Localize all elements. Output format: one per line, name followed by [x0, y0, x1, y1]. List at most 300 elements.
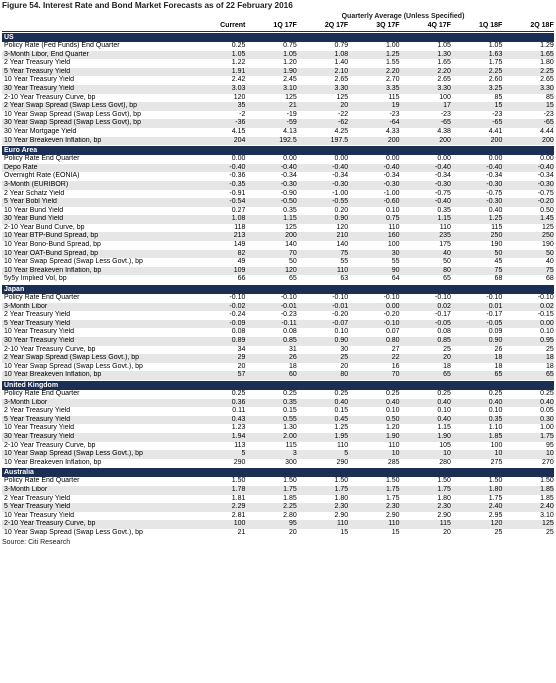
quarterly-header	[2, 12, 554, 21]
table-cell: 0.00	[385, 155, 400, 163]
table-cell: 280	[439, 458, 451, 466]
table-cell: 0.25	[334, 389, 349, 397]
table-cell: -0.01	[332, 302, 349, 310]
table-cell: 70	[288, 249, 297, 257]
table-cell: -0.07	[332, 319, 349, 327]
table-cell: -0.90	[280, 189, 297, 197]
table-cell: 110	[388, 520, 400, 528]
row-label: 30 Year Treasury Yield	[4, 432, 75, 440]
table-cell: 115	[285, 441, 297, 449]
row-label: 3-Month Libor, End Quarter	[4, 50, 89, 58]
table-cell: 30	[391, 249, 400, 257]
table-cell: -0.34	[332, 172, 349, 180]
table-cell: -0.20	[537, 198, 554, 206]
table-cell: 113	[234, 441, 246, 449]
row-label: 10 Year OAT-Bund Spread, bp	[4, 249, 99, 257]
table-cell: 1.75	[283, 485, 297, 493]
table-cell: 1.05	[488, 42, 503, 49]
table-cell: 0.00	[488, 155, 503, 163]
table-cell: 213	[233, 232, 246, 240]
table-cell: 0.40	[437, 415, 451, 423]
table-cell: -0.60	[383, 198, 400, 206]
table-cell: 95	[288, 520, 297, 528]
table-cell: 0.90	[334, 337, 349, 344]
table-row	[2, 503, 554, 512]
table-cell: 0.10	[437, 407, 451, 415]
table-cell: 3	[292, 450, 297, 458]
table-cell: 0.25	[231, 389, 246, 397]
table-cell: -0.10	[280, 294, 297, 302]
table-cell: 2.81	[231, 511, 246, 519]
table-cell: 0.00	[540, 319, 554, 327]
table-cell: 200	[490, 136, 503, 144]
row-label: 10 Year Swap Spread (Swap Less Govt.), bp	[4, 362, 143, 370]
table-cell: 140	[336, 241, 349, 249]
table-cell: 20	[288, 528, 297, 536]
table-cell: 29	[237, 354, 246, 362]
table-cell: 0.40	[540, 398, 554, 406]
table-cell: 1.30	[437, 50, 451, 58]
table-cell: -0.01	[280, 302, 297, 310]
table-cell: 40	[443, 249, 451, 257]
table-cell: 2.60	[488, 76, 503, 84]
table-cell: -1.00	[332, 189, 349, 197]
row-label: 30 Year Mortgage Yield	[4, 127, 77, 135]
table-cell: 2.25	[540, 67, 554, 75]
table-cell: 82	[237, 249, 246, 257]
table-cell: 0.10	[385, 407, 400, 415]
section-header: Japan	[2, 285, 554, 294]
table-cell: 0.80	[385, 337, 400, 344]
table-cell: 20	[443, 354, 451, 362]
table-cell: 75	[494, 266, 503, 274]
table-cell: 1.80	[437, 494, 451, 502]
table-cell: -23	[543, 110, 554, 118]
table-cell: -0.10	[229, 294, 246, 302]
table-cell: 5	[241, 450, 246, 458]
table-cell: -0.23	[280, 311, 297, 319]
row-label: 2 Year Schatz Yield	[4, 189, 65, 197]
table-cell: 110	[388, 223, 400, 231]
row-label: 2 Year Treasury Yield	[4, 311, 71, 319]
table-cell: 17	[443, 102, 451, 110]
row-label: 10 Year Treasury Yield	[4, 328, 75, 336]
row-label: 5 Year Treasury Yield	[4, 319, 71, 327]
table-cell: 0.90	[334, 215, 349, 223]
table-cell: -65	[492, 119, 503, 127]
table-cell: -0.55	[332, 198, 349, 206]
table-cell: 55	[340, 258, 349, 266]
table-cell: 2.40	[488, 503, 503, 511]
table-row	[2, 59, 554, 68]
table-cell: 0.15	[283, 407, 297, 415]
table-cell: 0.00	[283, 155, 297, 163]
table-cell: 21	[288, 102, 297, 110]
table-cell: 15	[494, 102, 503, 110]
table-cell: 60	[288, 371, 297, 379]
table-cell: 75	[340, 249, 349, 257]
table-cell: 0.00	[231, 155, 246, 163]
table-cell: 0.00	[540, 155, 554, 163]
row-label: 2 Year Treasury Yield	[4, 494, 71, 502]
table-cell: 2.30	[334, 503, 349, 511]
table-cell: 200	[439, 136, 451, 144]
table-cell: 22	[391, 354, 400, 362]
row-label: Policy Rate End Quarter	[4, 477, 80, 485]
table-cell: 120	[490, 520, 503, 528]
table-cell: -0.05	[486, 319, 503, 327]
table-cell: 125	[285, 223, 297, 231]
table-cell: 2.30	[385, 503, 400, 511]
table-cell: 1.75	[334, 485, 349, 493]
row-label: 2 Year Treasury Yield	[4, 59, 71, 67]
table-cell: 10	[545, 450, 554, 458]
table-row	[2, 311, 554, 320]
table-cell: -0.40	[332, 163, 349, 171]
row-label: Policy Rate End Quarter	[4, 155, 80, 163]
table-cell: 1.94	[231, 432, 246, 440]
table-cell: 1.22	[231, 59, 246, 67]
table-cell: 1.50	[385, 477, 400, 485]
table-cell: 2.40	[540, 503, 554, 511]
col-header-3q17f: 3Q 17F	[376, 22, 400, 29]
table-cell: 2.20	[385, 67, 400, 75]
table-cell: 2.90	[385, 511, 400, 519]
table-cell: 15	[340, 528, 349, 536]
table-row	[2, 241, 554, 250]
table-cell: 1.50	[540, 477, 554, 485]
table-cell: 18	[494, 354, 503, 362]
table-cell: 1.30	[283, 424, 297, 432]
table-cell: 1.50	[231, 477, 246, 485]
table-row	[2, 433, 554, 442]
table-row	[2, 102, 554, 111]
table-row	[2, 529, 554, 538]
row-label: 3-Month Libor	[4, 485, 48, 493]
table-cell: 35	[237, 102, 246, 110]
table-cell: 125	[542, 520, 554, 528]
table-cell: 1.75	[437, 485, 451, 493]
table-cell: -0.20	[332, 311, 349, 319]
table-row	[2, 207, 554, 216]
table-cell: 0.35	[488, 415, 503, 423]
table-cell: 0.08	[231, 328, 246, 336]
table-cell: 40	[545, 258, 554, 266]
table-row	[2, 486, 554, 495]
table-row	[2, 442, 554, 451]
table-cell: 3.03	[231, 84, 246, 92]
section-header: Australia	[2, 468, 554, 477]
table-row	[2, 119, 554, 128]
table-cell: 125	[336, 93, 349, 101]
table-cell: 26	[494, 345, 503, 353]
table-cell: -23	[440, 110, 451, 118]
table-cell: -0.09	[229, 319, 246, 327]
table-cell: 1.40	[334, 59, 349, 67]
table-row	[2, 328, 554, 337]
table-cell: 190	[490, 241, 503, 249]
table-cell: 90	[391, 266, 400, 274]
table-cell: 25	[340, 354, 349, 362]
table-cell: 80	[340, 371, 349, 379]
table-cell: 1.75	[488, 494, 503, 502]
table-cell: -0.30	[332, 180, 349, 188]
table-cell: 110	[337, 520, 349, 528]
table-cell: 0.85	[283, 337, 297, 344]
table-cell: 2.70	[385, 76, 400, 84]
table-cell: 140	[285, 241, 297, 249]
forecast-document	[2, 0, 554, 548]
table-cell: 55	[391, 258, 400, 266]
table-cell: 290	[336, 458, 349, 466]
table-cell: 70	[391, 371, 400, 379]
table-cell: 0.50	[540, 206, 554, 214]
table-cell: 65	[443, 371, 451, 379]
table-cell: -0.40	[383, 163, 400, 171]
table-cell: 65	[288, 275, 297, 283]
table-row	[2, 111, 554, 120]
table-cell: 1.15	[283, 215, 297, 223]
table-cell: 64	[391, 275, 400, 283]
table-cell: 197.5	[330, 136, 349, 144]
table-cell: 1.05	[437, 42, 451, 49]
table-cell: 190	[542, 241, 554, 249]
table-cell: 192.5	[279, 136, 297, 144]
table-cell: 0.10	[488, 407, 503, 415]
table-cell: 2.30	[437, 503, 451, 511]
table-cell: 125	[542, 223, 554, 231]
table-cell: 0.08	[437, 328, 451, 336]
row-label: 5 Year Treasury Yield	[4, 415, 71, 423]
table-cell: 0.25	[437, 389, 451, 397]
table-cell: 1.80	[540, 59, 554, 67]
table-row	[2, 371, 554, 380]
table-cell: 200	[542, 136, 554, 144]
table-cell: 120	[285, 266, 297, 274]
row-label: 5 Year Bobl Yield	[4, 198, 57, 206]
table-cell: 0.25	[231, 42, 246, 49]
table-cell: 3.25	[488, 84, 503, 92]
table-cell: 1.15	[437, 215, 451, 223]
table-cell: 0.95	[540, 337, 554, 344]
table-cell: 0.75	[385, 215, 400, 223]
quarterly-average-label: Quarterly Average (Unless Specified)	[341, 13, 465, 20]
table-cell: -59	[286, 119, 297, 127]
table-cell: -0.40	[486, 163, 503, 171]
table-cell: 5	[344, 450, 349, 458]
table-row	[2, 250, 554, 259]
table-cell: -0.24	[229, 311, 246, 319]
table-cell: 68	[545, 275, 554, 283]
table-row	[2, 128, 554, 137]
table-row	[2, 190, 554, 199]
table-cell: 50	[288, 258, 297, 266]
table-cell: 2.25	[488, 67, 503, 75]
table-cell: 3.30	[334, 84, 349, 92]
row-label: Policy Rate End Quarter	[4, 389, 80, 397]
table-cell: -0.75	[434, 189, 451, 197]
table-cell: 0.10	[334, 328, 349, 336]
row-label: 10 Year Swap Spread (Swap Less Govt.), bp	[4, 528, 143, 536]
table-cell: 85	[545, 93, 554, 101]
table-cell: 100	[387, 241, 400, 249]
row-label: Policy Rate End Quarter	[4, 294, 80, 302]
table-cell: 18	[288, 362, 297, 370]
row-label: 10 Year Bund Yield	[4, 206, 64, 214]
figure-title: Figure 54. Interest Rate and Bond Market Forecasts as of 22 February 2016	[2, 1, 293, 10]
table-cell: -0.30	[280, 180, 297, 188]
row-label: 10 Year Swap Spread (Swap Less Govt.), bp	[4, 258, 143, 266]
table-cell: -0.30	[537, 180, 554, 188]
row-label: 30 Year Treasury Yield	[4, 337, 75, 344]
row-label: 30 Year Bund Yield	[4, 215, 64, 223]
table-cell: -0.36	[229, 172, 246, 180]
table-cell: 0.25	[488, 389, 503, 397]
row-label: 10 Year Swap Spread (Swap Less Govt.), bp	[4, 450, 143, 458]
table-cell: 285	[387, 458, 400, 466]
table-cell: 1.29	[540, 42, 554, 49]
col-header-4q17f: 4Q 17F	[427, 22, 451, 29]
table-row	[2, 85, 554, 94]
table-row	[2, 215, 554, 224]
table-cell: -65	[543, 119, 554, 127]
table-cell: 2.25	[283, 503, 297, 511]
table-cell: 250	[490, 232, 503, 240]
table-cell: -0.10	[486, 294, 503, 302]
table-cell: -64	[389, 119, 400, 127]
table-cell: 3.10	[283, 84, 297, 92]
table-cell: -22	[338, 110, 349, 118]
col-header-2q17f: 2Q 17F	[324, 22, 349, 29]
table-cell: 10	[494, 450, 503, 458]
table-cell: 65	[545, 371, 554, 379]
table-cell: 0.08	[283, 328, 297, 336]
table-row	[2, 363, 554, 372]
table-cell: 1.20	[283, 59, 297, 67]
table-cell: -0.34	[383, 172, 400, 180]
table-cell: 18	[443, 362, 451, 370]
table-cell: -0.34	[486, 172, 503, 180]
table-row	[2, 181, 554, 190]
row-label: 10 Year Breakeven Inflation, bp	[4, 458, 102, 466]
table-cell: 1.90	[437, 432, 451, 440]
table-cell: 20	[340, 102, 349, 110]
table-cell: 4.13	[283, 127, 297, 135]
table-cell: 85	[494, 93, 503, 101]
table-cell: -0.54	[229, 198, 246, 206]
table-cell: 1.75	[385, 485, 400, 493]
table-row	[2, 267, 554, 276]
table-cell: 25	[545, 528, 554, 536]
table-cell: 65	[494, 371, 503, 379]
table-cell: 0.35	[283, 206, 297, 214]
table-cell: -0.50	[280, 198, 297, 206]
table-cell: 110	[337, 266, 349, 274]
col-header-current: Current	[220, 22, 246, 29]
table-cell: 1.55	[385, 59, 400, 67]
table-cell: -0.34	[434, 172, 451, 180]
table-cell: -0.34	[280, 172, 297, 180]
table-cell: -62	[338, 119, 349, 127]
table-cell: -36	[235, 119, 246, 127]
table-row	[2, 424, 554, 433]
table-cell: 18	[545, 354, 554, 362]
table-cell: 0.36	[231, 398, 246, 406]
table-cell: 0.90	[488, 337, 503, 344]
table-cell: 2.29	[231, 503, 246, 511]
table-cell: 1.90	[283, 67, 297, 75]
table-cell: 1.85	[488, 432, 503, 440]
table-cell: -0.10	[537, 294, 554, 302]
table-cell: 21	[237, 528, 246, 536]
table-row	[2, 198, 554, 207]
table-cell: -1.00	[383, 189, 400, 197]
table-row	[2, 399, 554, 408]
table-cell: -0.11	[281, 319, 297, 327]
table-cell: 65	[443, 275, 451, 283]
table-cell: -0.20	[383, 311, 400, 319]
table-cell: 110	[388, 441, 400, 449]
table-cell: 160	[387, 232, 400, 240]
row-label: 2 Year Treasury Yield	[4, 407, 71, 415]
col-header-1q18f: 1Q 18F	[478, 22, 503, 29]
table-cell: 25	[545, 345, 554, 353]
table-cell: 0.30	[540, 415, 554, 423]
table-cell: 100	[233, 520, 246, 528]
row-label: 3-Month Libor	[4, 398, 48, 406]
table-cell: -0.05	[434, 319, 451, 327]
table-cell: -19	[286, 110, 297, 118]
table-cell: 34	[237, 345, 246, 353]
table-cell: -2	[239, 110, 246, 118]
table-cell: 2.42	[231, 76, 246, 84]
table-row	[2, 354, 554, 363]
table-cell: 1.75	[540, 432, 554, 440]
table-cell: -0.40	[434, 163, 451, 171]
table-cell: 2.65	[437, 76, 451, 84]
table-cell: 0.01	[488, 302, 503, 310]
table-cell: 0.40	[488, 206, 503, 214]
table-cell: 16	[391, 362, 400, 370]
table-cell: 105	[439, 441, 451, 449]
table-cell: 26	[288, 354, 297, 362]
table-cell: 0.40	[334, 398, 349, 406]
table-cell: 50	[443, 258, 451, 266]
table-row	[2, 164, 554, 173]
table-cell: 1.63	[488, 50, 503, 58]
table-row	[2, 51, 554, 60]
table-cell: 0.00	[385, 302, 400, 310]
row-label: Overnight Rate (EONIA)	[4, 172, 80, 180]
table-cell: -23	[389, 110, 400, 118]
table-row	[2, 407, 554, 416]
table-cell: 0.27	[231, 206, 246, 214]
row-label: 2-10 Year Treasury Curve, bp	[4, 93, 96, 101]
table-cell: 115	[388, 93, 400, 101]
table-cell: 1.08	[334, 50, 349, 58]
table-cell: 3.10	[540, 511, 554, 519]
table-cell: 1.20	[385, 424, 400, 432]
column-header-row	[2, 21, 554, 32]
table-cell: 0.20	[334, 206, 349, 214]
row-label: 10 Year Treasury Yield	[4, 424, 75, 432]
table-cell: 2.20	[437, 67, 451, 75]
table-cell: -0.34	[537, 172, 554, 180]
table-row	[2, 275, 554, 284]
table-cell: 25	[443, 345, 451, 353]
table-cell: 0.85	[437, 337, 451, 344]
table-cell: 0.15	[334, 407, 349, 415]
